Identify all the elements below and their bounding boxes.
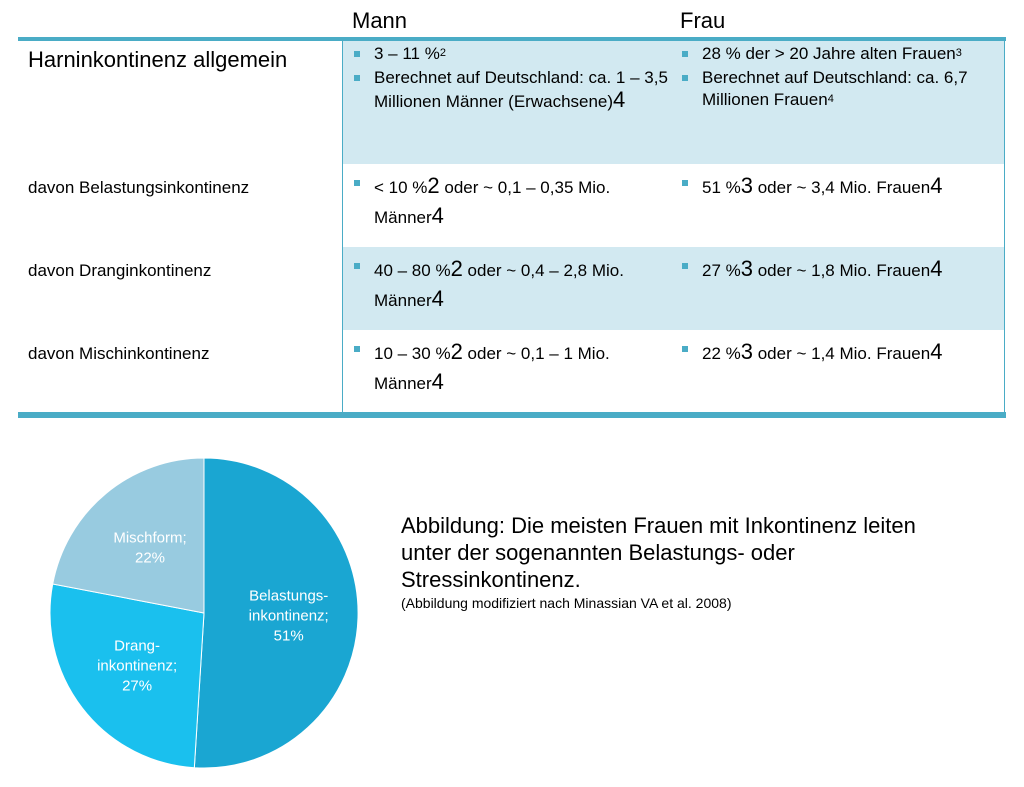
bullet-item <box>680 172 998 202</box>
row-label: davon Dranginkontinenz <box>28 261 212 280</box>
footnote-ref: 3 <box>740 339 753 364</box>
footnote-ref: 4 <box>613 87 626 112</box>
footnote-ref: 2 <box>450 256 463 281</box>
cell-mann <box>352 41 672 113</box>
pie-chart <box>0 440 400 787</box>
pie-label-1-line-2: 27% <box>122 677 153 695</box>
bullet-text: 27 % <box>702 261 741 280</box>
bullet-text: 22 % <box>702 344 741 363</box>
cell-mann <box>352 336 672 398</box>
bullet-item <box>680 43 998 65</box>
bullet-text: oder ~ 0,1 – 1 Mio. Männer <box>374 344 610 393</box>
bullet-text: oder ~ 3,4 Mio. Frauen <box>753 178 931 197</box>
footnote-ref: 4 <box>431 286 444 311</box>
cell-mann <box>352 170 672 232</box>
cell-frau <box>680 253 998 285</box>
row-label: Harninkontinenz allgemein <box>28 47 288 72</box>
pie-slice-1 <box>50 584 204 768</box>
footnote-ref: 4 <box>930 256 943 281</box>
bullet-text: < 10 % <box>374 178 428 197</box>
footnote-ref: 2 <box>450 339 463 364</box>
caption-text: Abbildung: Die meisten Frauen mit Inkontinenz leiten unter der sogenannten Belastungs- oder Stressinkontinenz. <box>401 513 916 592</box>
bullet-text: 28 % der > 20 Jahre alten Frauen <box>702 44 956 63</box>
column-divider <box>342 41 343 412</box>
bullet-item <box>352 255 672 315</box>
bullet-text: 40 – 80 % <box>374 261 451 280</box>
pie-label-1-line-0: Drang- <box>114 637 161 655</box>
bullet-text: 51 % <box>702 178 741 197</box>
row-label: davon Mischinkontinenz <box>28 344 210 363</box>
bullet-item <box>680 338 998 368</box>
pie-label-2-line-0: Mischform; <box>113 529 187 547</box>
footnote-ref: 4 <box>431 369 444 394</box>
table-row-drang <box>18 247 1006 330</box>
footnote-ref: 4 <box>930 339 943 364</box>
pie-label-2-line-1: 22% <box>134 549 166 567</box>
column-divider <box>1004 41 1005 412</box>
figure-caption <box>401 512 961 611</box>
table-row-allgemein <box>18 41 1006 164</box>
bullet-text: oder ~ 1,8 Mio. Frauen <box>753 261 931 280</box>
table-row-misch <box>18 330 1006 412</box>
column-header-frau: Frau <box>680 8 726 33</box>
column-header-mann: Mann <box>352 8 408 33</box>
footnote-ref: 2 <box>427 173 440 198</box>
footnote-ref: 3 <box>740 173 753 198</box>
bullet-text: 3 – 11 % <box>374 44 440 63</box>
bullet-item <box>352 43 672 65</box>
pie-label-1-line-1: inkontinenz; <box>97 657 178 675</box>
footnote-ref: 3 <box>955 47 962 59</box>
footnote-ref: 3 <box>740 256 753 281</box>
footnote-ref: 4 <box>431 203 444 228</box>
bullet-text: 10 – 30 % <box>374 344 451 363</box>
pie-label-0-line-0: Belastungs- <box>249 587 329 605</box>
bullet-text: oder ~ 0,1 – 0,35 Mio. Männer <box>374 178 611 227</box>
table-row-belastung <box>18 164 1006 247</box>
bullet-item <box>680 255 998 285</box>
bullet-text: Berechnet auf Deutschland: ca. 6,7 Millionen Frauen <box>702 68 968 109</box>
cell-frau <box>680 41 998 111</box>
pie-label-0-line-1: inkontinenz; <box>248 607 329 625</box>
bullet-item <box>680 67 998 111</box>
footnote-ref: 2 <box>439 47 446 59</box>
cell-frau <box>680 170 998 202</box>
table-bottom-rule <box>18 412 1006 418</box>
bullet-text: oder ~ 1,4 Mio. Frauen <box>753 344 931 363</box>
footnote-ref: 4 <box>930 173 943 198</box>
bullet-text: Berechnet auf Deutschland: ca. 1 – 3,5 Millionen Männer (Erwachsene) <box>374 68 668 111</box>
footnote-ref: 4 <box>827 93 834 105</box>
row-label: davon Belastungsinkontinenz <box>28 178 250 197</box>
bullet-text: oder ~ 0,4 – 2,8 Mio. Männer <box>374 261 624 310</box>
prevalence-table <box>18 37 1006 420</box>
cell-mann <box>352 253 672 315</box>
bullet-item <box>352 338 672 398</box>
caption-source: (Abbildung modifiziert nach Minassian VA et al. 2008) <box>401 595 732 611</box>
bullet-item <box>352 67 672 113</box>
pie-label-0-line-2: 51% <box>273 627 304 645</box>
cell-frau <box>680 336 998 368</box>
bullet-item <box>352 172 672 232</box>
